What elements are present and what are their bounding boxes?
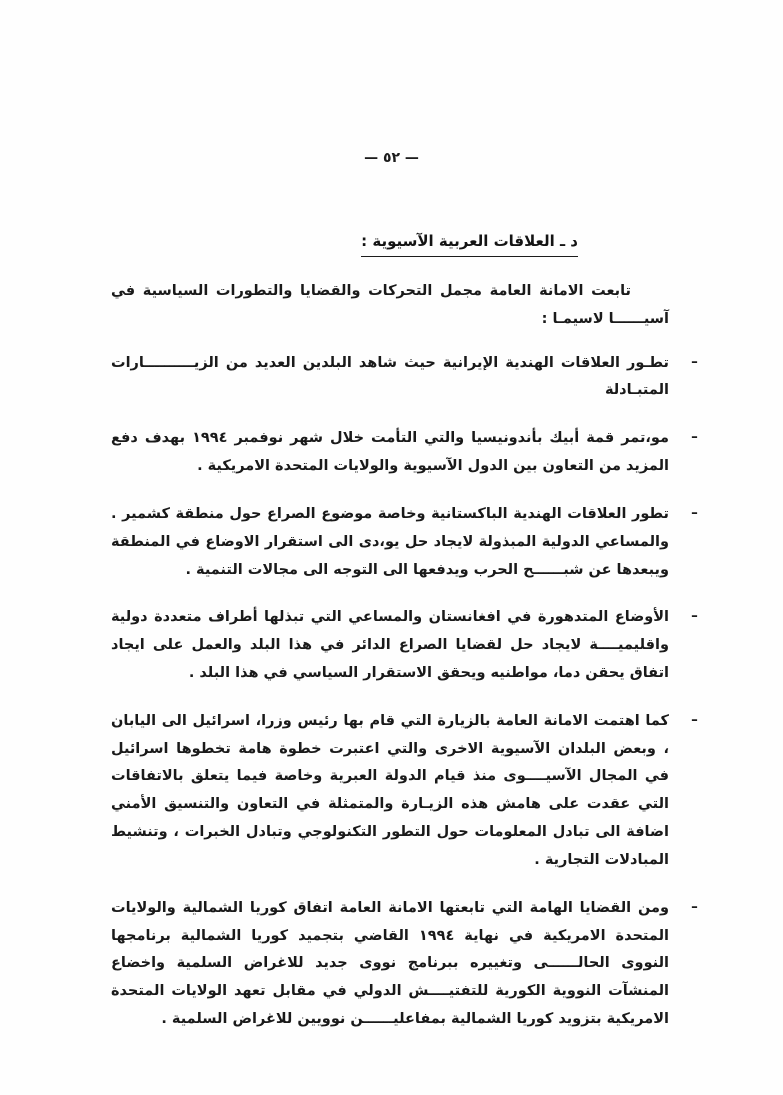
bullet-item (111, 895, 697, 1034)
bullet-text: ومن القضايا الهامة التي تابعتها الامانة العامة اتفاق كوريا الشمالية والولايات المتحدة الامريكية في نهاية ١٩٩٤ القاضي بتجميد كوريا الشمالية برنامجها النووى الحالــــــى وتغييره ببرنامج نووى جديد للاغراض السلمية واخضاع المنشآت النووية الكورية للتفتيــــش الدولي في مقابل تعهد الولايات المتحدة الامريكية بتزويد كوريا الشمالية بمفاعليــــــن نوويين للاغراض السلمية . (111, 899, 669, 1028)
bullet-item (111, 501, 697, 584)
section-heading-wrap (361, 231, 578, 257)
bullet-text: الأوضاع المتدهورة في افغانستان والمساعي التي تبذلها أطراف متعددة دولية واقليميــــة لايجاد حل لقضايا الصراع الدائر في هذا البلد والعمل على ايجاد اتفاق يحقن دما، مواطنيه ويحقق الاستقرار السياسي في هذا البلد . (111, 609, 669, 681)
bullet-dash: ـ (692, 350, 697, 367)
bullet-item (111, 604, 697, 687)
bullet-dash: ـ (692, 501, 697, 518)
bullet-text: تطـور العلاقات الهندية الإيرانية حيث شاهد البلدين العديد من الزيــــــــــارات المتبـادلة (111, 354, 669, 399)
bullet-dash: ـ (692, 426, 697, 443)
bullet-list (111, 350, 697, 1034)
bullet-text: مو،تمر قمة أبيك بأندونيسيا والتي التأمت خلال شهر نوفمبر ١٩٩٤ بهدف دفع المزيد من التعاون بين الدول الآسيوية والولايات المتحدة الامريكية . (111, 430, 669, 475)
bullet-dash: ـ (692, 708, 697, 725)
bullet-text: تطور العلاقات الهندية الباكستانية وخاصة موضوع الصراع حول منطقة كشمير . والمساعي الدولية المبذولة لايجاد حل يو،دى الى استقرار الاوضاع في المنطقة ويبعدها عن شبــــــح الحرب ويدفعها الى التوجه الى مجالات التنمية . (111, 505, 669, 578)
bullet-item (111, 425, 697, 481)
section-heading: د ـ العلاقات العربية الآسيوية : (361, 232, 578, 257)
document-body (111, 277, 697, 1054)
bullet-text: كما اهتمت الامانة العامة بالزيارة التي قام بها رئيس وزرا، اسرائيل الى اليابان ، وبعض البلدان الآسيوية الاخرى والتي اعتبرت خطوة هامة تخطوها اسرائيل في المجال الآسيــــوى منذ قيام الدولة العبرية وخاصة فيما يتعلق بالاتفاقات التي عقدت على هامش هذه الزيـارة والمتمثلة في التعاون والتنسيق الأمني اضافة الى تبادل المعلومات حول التطور التكنولوجي وتبادل الخبرات ، وتنشيط المبادلات التجارية . (111, 712, 669, 868)
bullet-dash: ـ (692, 605, 697, 622)
bullet-item (111, 708, 697, 875)
bullet-dash: ـ (692, 895, 697, 912)
intro-paragraph: تابعت الامانة العامة مجمل التحركات والقضايا والتطورات السياسية في آسيــــــا لاسيمـا : (111, 283, 669, 328)
bullet-item (111, 350, 697, 406)
page-number: — ٥٢ — (364, 150, 419, 166)
